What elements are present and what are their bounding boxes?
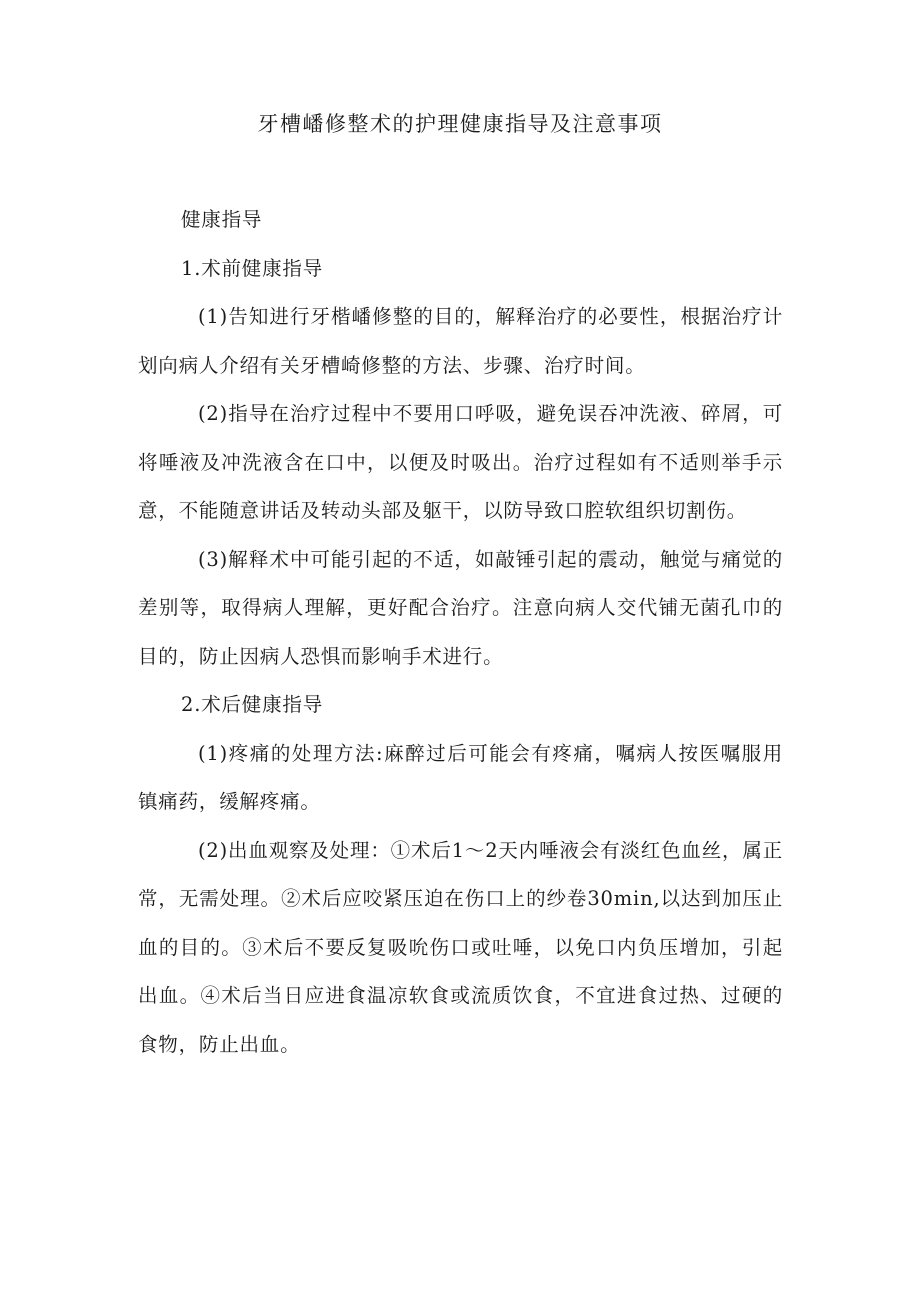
preop-item-1: (1)告知进行牙楷嶓修整的目的，解释治疗的必要性，根据治疗计划向病人介绍有关牙槽崎修整的方法、步骤、治疗时间。 (138, 305, 783, 377)
document-body (138, 196, 783, 1069)
postop-heading: 2.术后健康指导 (181, 693, 324, 716)
preop-heading: 1.术前健康指导 (181, 256, 324, 280)
page-title: 牙槽嶓修整术的护理健康指导及注意事项 (257, 112, 663, 136)
preop-item-2: (2)指导在治疗过程中不要用口呼吸，避免误吞冲洗液、碎屑，可将唾液及冲洗液含在口中，以便及时吸出。治疗过程如有不适则举手示意，不能随意讲话及转动头部及躯干，以防导致口腔软组织切割伤。 (138, 402, 783, 522)
postop-item-2: (2)出血观察及处理：①术后1～2天内唾液会有淡红色血丝，属正常，无需处理。②术后应咬紧压迫在伤口上的纱卷30min,以达到加压止血的目的。③术后不要反复吸吮伤口或吐唾，以免口内负压增加，引起出血。④术后当日应进食温凉软食或流质饮食，不宜进食过热、过硬的食物，防止出血。 (138, 838, 783, 1056)
postop-item-1: (1)疼痛的处理方法:麻醉过后可能会有疼痛，嘱病人按医嘱服用镇痛药，缓解疼痛。 (138, 741, 783, 813)
section-heading: 健康指导 (181, 208, 263, 231)
preop-item-3: (3)解释术中可能引起的不适，如敲锤引起的震动，触觉与痛觉的差别等，取得病人理解，更好配合治疗。注意向病人交代铺无菌孔巾的目的，防止因病人恐惧而影响手术进行。 (138, 547, 783, 668)
